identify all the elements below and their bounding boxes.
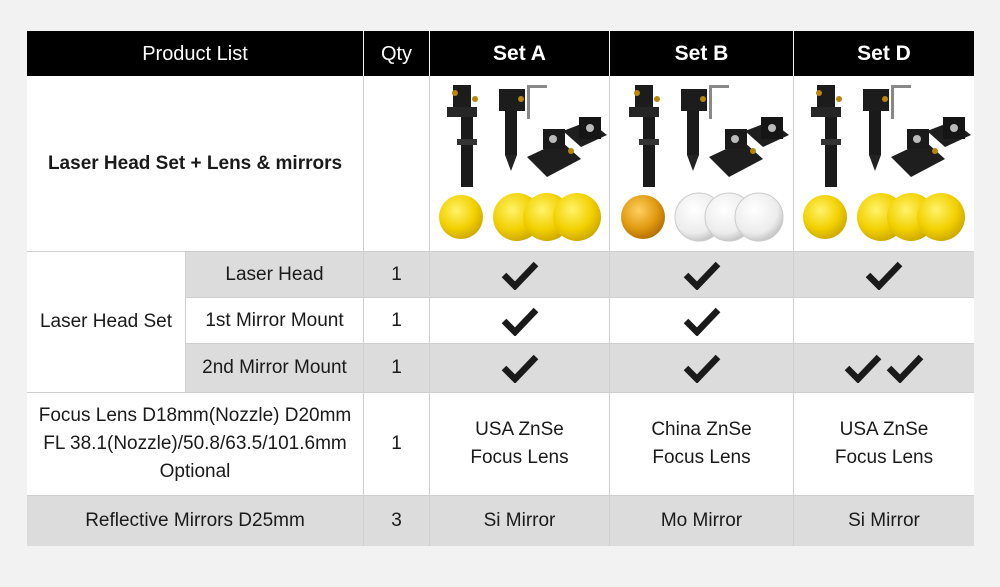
divider: [27, 495, 974, 496]
header-product-list: Product List: [27, 31, 363, 76]
divider: [609, 76, 610, 546]
second-mirror-mount-qty: 1: [364, 344, 429, 392]
first-mirror-mount-set-a: [430, 298, 609, 343]
check-icon: [844, 353, 882, 383]
check-icon: [683, 306, 721, 336]
divider: [185, 252, 186, 392]
second-mirror-mount-set-d: [794, 344, 974, 392]
reflective-mirrors-label: Reflective Mirrors D25mm: [27, 496, 363, 546]
header-qty: Qty: [364, 31, 429, 76]
check-icon: [501, 353, 539, 383]
focus-lens-set-a: [430, 393, 609, 495]
header-set-d: Set D: [794, 31, 974, 76]
images-row-label: Laser Head Set + Lens & mirrors: [27, 76, 363, 251]
check-icon: [683, 260, 721, 290]
divider: [27, 392, 974, 393]
focus-lens-set-b: [610, 393, 793, 495]
divider: [429, 76, 430, 546]
check-icon: [865, 260, 903, 290]
focus-lens-set-a-line1: USA ZnSe: [475, 419, 564, 440]
second-mirror-mount-label: 2nd Mirror Mount: [186, 344, 363, 392]
reflective-mirrors-qty: 3: [364, 496, 429, 546]
first-mirror-mount-qty: 1: [364, 298, 429, 343]
focus-lens-label-line2: FL 38.1(Nozzle)/50.8/63.5/101.6mm: [43, 433, 347, 454]
laser-head-set-b: [610, 252, 793, 297]
header-set-a: Set A: [430, 31, 609, 76]
set-a-image: [431, 79, 609, 249]
check-icon: [501, 306, 539, 336]
second-mirror-mount-set-b: [610, 344, 793, 392]
images-row-qty: [364, 76, 429, 251]
set-a-product-image: [430, 76, 609, 251]
divider: [363, 76, 364, 546]
divider: [185, 297, 974, 298]
focus-lens-set-d: [794, 393, 974, 495]
laser-head-set-d: [794, 252, 974, 297]
first-mirror-mount-set-d: [794, 298, 974, 343]
laser-head-set-a: [430, 252, 609, 297]
header-set-b: Set B: [610, 31, 793, 76]
laser-head-qty: 1: [364, 252, 429, 297]
focus-lens-label: [27, 393, 363, 495]
check-icon: [683, 353, 721, 383]
second-mirror-mount-set-a: [430, 344, 609, 392]
comparison-table: [27, 31, 974, 546]
set-b-product-image: [610, 76, 793, 251]
reflective-mirrors-set-b: Mo Mirror: [610, 496, 793, 546]
reflective-mirrors-set-a: Si Mirror: [430, 496, 609, 546]
focus-lens-set-d-line1: USA ZnSe: [839, 419, 929, 440]
laser-head-set-group: Laser Head Set: [27, 252, 185, 392]
focus-lens-label-line3: Optional: [159, 461, 231, 482]
check-icon: [886, 353, 924, 383]
laser-head-label: Laser Head: [186, 252, 363, 297]
focus-lens-set-a-line2: Focus Lens: [470, 447, 569, 468]
focus-lens-label-line1: Focus Lens D18mm(Nozzle) D20mm: [38, 405, 352, 426]
first-mirror-mount-set-b: [610, 298, 793, 343]
focus-lens-set-b-line1: China ZnSe: [651, 419, 752, 440]
first-mirror-mount-label: 1st Mirror Mount: [186, 298, 363, 343]
set-b-image: [613, 79, 791, 249]
lens-icon: [439, 195, 483, 239]
divider: [27, 251, 974, 252]
check-icon: [501, 260, 539, 290]
focus-lens-set-b-line2: Focus Lens: [652, 447, 751, 468]
set-d-image: [795, 79, 973, 249]
focus-lens-set-d-line2: Focus Lens: [834, 447, 934, 468]
divider: [185, 343, 974, 344]
set-d-product-image: [794, 76, 974, 251]
divider: [793, 76, 794, 546]
focus-lens-qty: 1: [364, 393, 429, 495]
reflective-mirrors-set-d: Si Mirror: [794, 496, 974, 546]
